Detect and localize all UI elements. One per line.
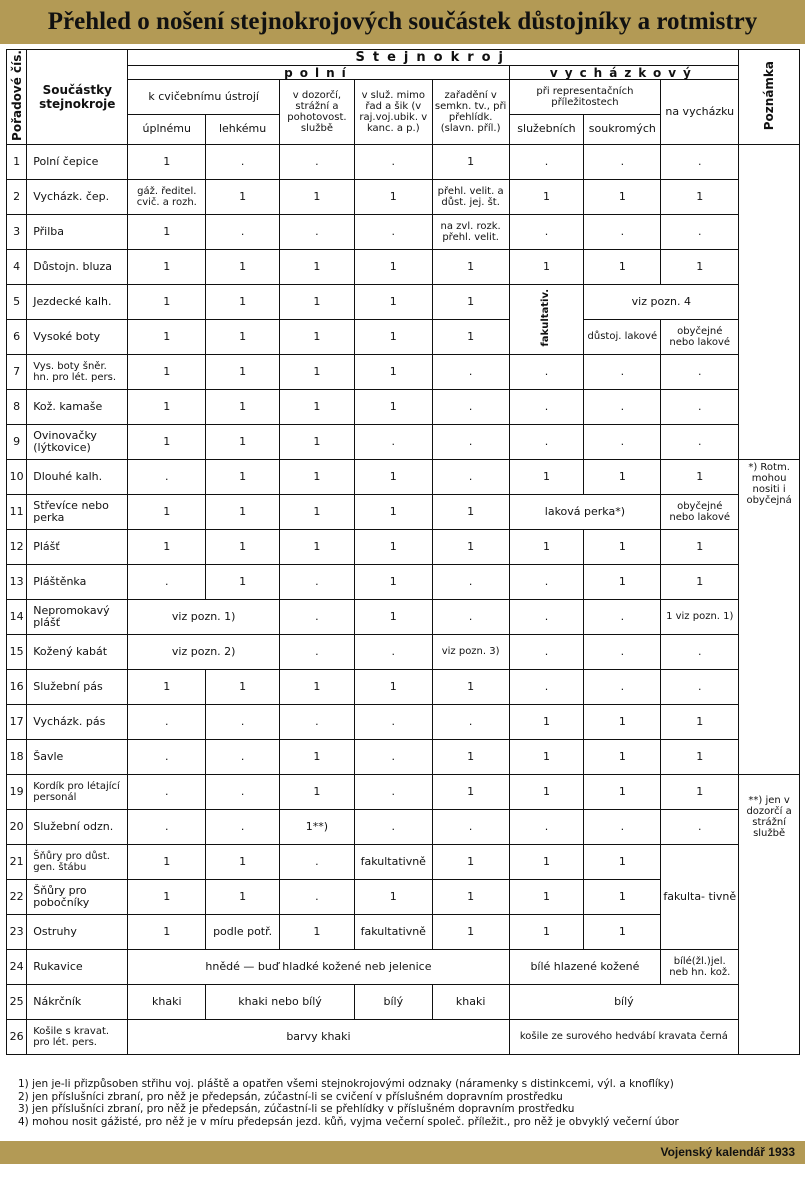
col-poznamka: Poznámka <box>739 50 800 145</box>
cell-vychazku: . <box>661 634 739 669</box>
cell-soukromych: 1 <box>584 914 661 949</box>
table-body <box>7 144 800 1054</box>
cell-lehkemu: 1 <box>206 284 280 319</box>
poznamka-note-1: *) Rotm. mohou nositi i obyčejná <box>739 459 800 774</box>
fakultativne-cell-21: fakultativně <box>354 844 432 879</box>
cell-lehkemu: 1 <box>206 529 280 564</box>
cell-zarazeni: 1 <box>432 249 509 284</box>
uniform-table <box>6 49 800 1055</box>
source-caption: Vojenský kalendář 1933 <box>660 1145 795 1159</box>
row-number: 14 <box>7 599 27 634</box>
cell-sluzebnich: 1 <box>509 844 584 879</box>
row-number: 26 <box>7 1019 27 1054</box>
row-number: 16 <box>7 669 27 704</box>
footnote-3: 3) jen příslušníci zbraní, pro něž je předepsán, zúčastní-li se přehlídky v příslušném dopravním prostředku <box>18 1103 575 1115</box>
kosile-vych-cell: košile ze surového hedvábí kravata černá <box>509 1019 739 1054</box>
table-row <box>7 529 800 564</box>
cell-zarazeni: khaki <box>432 984 509 1019</box>
cell-vychazku: 1 <box>661 704 739 739</box>
cell-lehkemu: podle potř. <box>206 914 280 949</box>
cell-zarazeni: 1 <box>432 739 509 774</box>
cell-sluz-mimo: 1 <box>354 599 432 634</box>
cell-sluzebnich: . <box>509 634 584 669</box>
table-row <box>7 144 800 179</box>
cell-soukromych: 1 <box>584 249 661 284</box>
cell-zarazeni: 1 <box>432 774 509 809</box>
cell-dozorci: 1 <box>280 914 355 949</box>
cell-dozorci: 1 <box>280 529 355 564</box>
lakova-perka-cell: laková perka*) <box>509 494 661 529</box>
table-row <box>7 179 800 214</box>
cell-zarazeni: přehl. velit. a důst. jej. št. <box>432 179 509 214</box>
cell-sluzebnich: . <box>509 809 584 844</box>
row-number: 15 <box>7 634 27 669</box>
cell-zarazeni: . <box>432 599 509 634</box>
row-number: 2 <box>7 179 27 214</box>
footer-bar <box>0 1141 805 1164</box>
row-number: 20 <box>7 809 27 844</box>
cell-uplnemu: 1 <box>128 354 206 389</box>
cell-dozorci: . <box>280 634 355 669</box>
cell-sluz-mimo: . <box>354 774 432 809</box>
cell-vychazku: . <box>661 144 739 179</box>
row-number: 25 <box>7 984 27 1019</box>
row-name: Košile s kravat. pro lét. pers. <box>27 1019 128 1054</box>
cell-soukromych: . <box>584 669 661 704</box>
cell-sluzebnich: 1 <box>509 914 584 949</box>
row-name: Důstojn. bluza <box>27 249 128 284</box>
header-uplnemu: úplnému <box>128 114 206 144</box>
header-lehkemu: lehkému <box>206 114 280 144</box>
cell-sluzebnich: . <box>509 424 584 459</box>
fakultativne-vych-cell: fakulta- tivně <box>661 844 739 949</box>
header-zarazeni: zařadění v semkn. tv., při přehlídk. (slavn. příl.) <box>432 80 509 145</box>
table-row <box>7 669 800 704</box>
cell-sluz-mimo: 1 <box>354 564 432 599</box>
table-row <box>7 249 800 284</box>
cell-sluzebnich: 1 <box>509 879 584 914</box>
cell-sluzebnich: 1 <box>509 179 584 214</box>
table-row <box>7 984 800 1019</box>
cell-zarazeni: . <box>432 704 509 739</box>
header-polni: polní <box>128 66 509 80</box>
cell-soukromych: 1 <box>584 879 661 914</box>
row-number: 18 <box>7 739 27 774</box>
cell-dozorci: . <box>280 144 355 179</box>
row-number: 9 <box>7 424 27 459</box>
row-name: Služební odzn. <box>27 809 128 844</box>
cell-vychazku: obyčejné nebo lakové <box>661 494 739 529</box>
row-name: Polní čepice <box>27 144 128 179</box>
row-number: 17 <box>7 704 27 739</box>
cell-sluz-mimo: 1 <box>354 319 432 354</box>
cell-lehkemu: 1 <box>206 354 280 389</box>
cell-uplnemu: . <box>128 809 206 844</box>
cell-soukromych: 1 <box>584 739 661 774</box>
cell-soukromych: . <box>584 809 661 844</box>
poznamka-cell-empty <box>739 144 800 459</box>
row-name: Šňůry pro pobočníky <box>27 879 128 914</box>
cell-soukromych: 1 <box>584 564 661 599</box>
cell-lehkemu: 1 <box>206 179 280 214</box>
cell-lehkemu: . <box>206 809 280 844</box>
cell-dozorci: 1 <box>280 669 355 704</box>
cell-sluzebnich: . <box>509 214 584 249</box>
cell-soukromych: 1 <box>584 529 661 564</box>
viz-pozn1-cell: viz pozn. 1) <box>128 599 280 634</box>
cell-soukromych: . <box>584 214 661 249</box>
row-number: 12 <box>7 529 27 564</box>
cell-sluzebnich: 1 <box>509 529 584 564</box>
cell-sluz-mimo: 1 <box>354 389 432 424</box>
cell-vychazku: 1 <box>661 249 739 284</box>
cell-dozorci: 1 <box>280 389 355 424</box>
page-title: Přehled o nošení stejnokrojových součástek důstojníky a rotmistry <box>0 0 805 44</box>
fakultativ-cell: fakultativ. <box>509 284 584 354</box>
row-number: 1 <box>7 144 27 179</box>
cell-uplnemu: . <box>128 774 206 809</box>
cell-lehkemu: 1 <box>206 319 280 354</box>
cell-dozorci: 1 <box>280 284 355 319</box>
uniform-table-wrapper <box>6 49 800 1055</box>
table-row <box>7 774 800 809</box>
cell-soukromych: 1 <box>584 774 661 809</box>
cell-uplnemu: 1 <box>128 284 206 319</box>
cell-sluz-mimo: bílý <box>354 984 432 1019</box>
nakrcnik-lehke-cell: khaki nebo bílý <box>206 984 355 1019</box>
header-stejnokroj: Stejnokroj <box>128 50 739 66</box>
cell-sluzebnich: . <box>509 564 584 599</box>
cell-sluz-mimo: 1 <box>354 459 432 494</box>
row-name: Dlouhé kalh. <box>27 459 128 494</box>
cell-sluz-mimo: 1 <box>354 879 432 914</box>
row-number: 6 <box>7 319 27 354</box>
header-vychazkovy: vycházkový <box>509 66 739 80</box>
row-name: Jezdecké kalh. <box>27 284 128 319</box>
cell-sluzebnich: . <box>509 669 584 704</box>
cell-sluzebnich: . <box>509 354 584 389</box>
cell-lehkemu: 1 <box>206 494 280 529</box>
cell-dozorci: 1 <box>280 319 355 354</box>
row-name: Nepromokavý plášť <box>27 599 128 634</box>
row-number: 8 <box>7 389 27 424</box>
fakultativne-cell-23: fakultativně <box>354 914 432 949</box>
row-name: Šavle <box>27 739 128 774</box>
cell-uplnemu: 1 <box>128 214 206 249</box>
cell-uplnemu: gáž. ředitel. cvič. a rozh. <box>128 179 206 214</box>
cell-dozorci: 1 <box>280 249 355 284</box>
cell-zarazeni: 1 <box>432 914 509 949</box>
row-number: 13 <box>7 564 27 599</box>
footnote-1: 1) jen je-li přizpůsoben střihu voj. pláště a opatřen všemi stejnokrojovými odznaky (náramenky s distinkcemi, výl. a knoflíky) <box>18 1078 674 1090</box>
cell-zarazeni: 1 <box>432 844 509 879</box>
cell-lehkemu: 1 <box>206 389 280 424</box>
cell-sluz-mimo: 1 <box>354 669 432 704</box>
cell-lehkemu: . <box>206 739 280 774</box>
cell-dozorci: 1**) <box>280 809 355 844</box>
cell-zarazeni: na zvl. rozk. přehl. velit. <box>432 214 509 249</box>
poznamka-note-2: **) jen v dozorčí a strážní službě <box>739 774 800 1054</box>
row-number: 19 <box>7 774 27 809</box>
cell-zarazeni: . <box>432 564 509 599</box>
cell-soukromych: . <box>584 389 661 424</box>
cell-uplnemu: 1 <box>128 494 206 529</box>
row-number: 10 <box>7 459 27 494</box>
cell-uplnemu: 1 <box>128 424 206 459</box>
row-name: Rukavice <box>27 949 128 984</box>
cell-vychazku: . <box>661 424 739 459</box>
row-name: Vycházk. čep. <box>27 179 128 214</box>
table-row <box>7 809 800 844</box>
table-row <box>7 214 800 249</box>
footnote-2: 2) jen příslušníci zbraní, pro něž je předepsán, zúčastní-li se cvičení v příslušném dopravním prostředku <box>18 1090 563 1103</box>
row-number: 5 <box>7 284 27 319</box>
cell-sluzebnich: 1 <box>509 739 584 774</box>
table-row <box>7 564 800 599</box>
row-name: Vysoké boty <box>27 319 128 354</box>
table-row <box>7 634 800 669</box>
cell-dozorci: 1 <box>280 739 355 774</box>
row-number: 4 <box>7 249 27 284</box>
cell-uplnemu: . <box>128 704 206 739</box>
cell-soukromych: . <box>584 634 661 669</box>
cell-zarazeni: 1 <box>432 284 509 319</box>
cell-uplnemu: 1 <box>128 389 206 424</box>
row-name: Nákrčník <box>27 984 128 1019</box>
cell-lehkemu: . <box>206 144 280 179</box>
cell-soukromych: . <box>584 599 661 634</box>
cell-lehkemu: . <box>206 704 280 739</box>
obycejne-nebo-lakove-cell: obyčejné nebo lakové <box>661 319 739 354</box>
rukavice-v-cell: bílé(žl.)jel. neb hn. kož. <box>661 949 739 984</box>
cell-dozorci: 1 <box>280 494 355 529</box>
cell-uplnemu: . <box>128 739 206 774</box>
cell-lehkemu: . <box>206 774 280 809</box>
row-name: Pláštěnka <box>27 564 128 599</box>
cell-uplnemu: 1 <box>128 669 206 704</box>
cell-vychazku: . <box>661 809 739 844</box>
cell-vychazku: . <box>661 354 739 389</box>
viz-pozn4-cell: viz pozn. 4 <box>584 284 739 319</box>
cell-sluzebnich: . <box>509 389 584 424</box>
cell-zarazeni: 1 <box>432 529 509 564</box>
header-sluzebnich: služebních <box>509 114 584 144</box>
table-row <box>7 599 800 634</box>
cell-vychazku: . <box>661 669 739 704</box>
row-name: Kordík pro létající personál <box>27 774 128 809</box>
cell-dozorci: . <box>280 879 355 914</box>
cell-dozorci: 1 <box>280 459 355 494</box>
cell-dozorci: 1 <box>280 424 355 459</box>
cell-sluzebnich: 1 <box>509 774 584 809</box>
row-name: Přilba <box>27 214 128 249</box>
cell-dozorci: . <box>280 704 355 739</box>
header-pri-repr: při representačních příležitostech <box>509 80 661 115</box>
cell-soukromych: . <box>584 354 661 389</box>
col-poradove: Pořadové čís. <box>7 50 27 145</box>
header-k-cvicebnimu: k cvičebnímu ústrojí <box>128 80 280 115</box>
row-name: Plášť <box>27 529 128 564</box>
cell-uplnemu: 1 <box>128 249 206 284</box>
cell-vychazku: 1 viz pozn. 1) <box>661 599 739 634</box>
col-soucastky: Součástky stejnokroje <box>27 50 128 145</box>
cell-uplnemu: 1 <box>128 529 206 564</box>
cell-sluz-mimo: . <box>354 704 432 739</box>
document-sheet <box>0 44 805 1180</box>
cell-zarazeni: . <box>432 354 509 389</box>
table-row <box>7 389 800 424</box>
cell-sluz-mimo: . <box>354 809 432 844</box>
cell-soukromych: . <box>584 144 661 179</box>
cell-vychazku: 1 <box>661 179 739 214</box>
cell-sluz-mimo: 1 <box>354 529 432 564</box>
row-number: 3 <box>7 214 27 249</box>
header-soukromych: soukromých <box>584 114 661 144</box>
row-name: Ostruhy <box>27 914 128 949</box>
cell-vychazku: 1 <box>661 529 739 564</box>
cell-sluz-mimo: 1 <box>354 354 432 389</box>
rukavice-sl-cell: bílé hlazené kožené <box>509 949 661 984</box>
cell-dozorci: . <box>280 564 355 599</box>
row-number: 23 <box>7 914 27 949</box>
table-row <box>7 704 800 739</box>
cell-uplnemu: 1 <box>128 319 206 354</box>
cell-zarazeni: 1 <box>432 494 509 529</box>
cell-soukromych: 1 <box>584 179 661 214</box>
table-row <box>7 354 800 389</box>
cell-vychazku: 1 <box>661 459 739 494</box>
table-row <box>7 739 800 774</box>
row-name: Kožený kabát <box>27 634 128 669</box>
cell-dozorci: 1 <box>280 354 355 389</box>
cell-sluz-mimo: 1 <box>354 249 432 284</box>
cell-lehkemu: 1 <box>206 424 280 459</box>
kosile-polni-cell: barvy khaki <box>128 1019 509 1054</box>
cell-zarazeni: . <box>432 459 509 494</box>
cell-dozorci: . <box>280 214 355 249</box>
nakrcnik-vych-cell: bílý <box>509 984 739 1019</box>
cell-sluz-mimo: . <box>354 739 432 774</box>
row-name: Kož. kamaše <box>27 389 128 424</box>
dustoj-lakove-cell: důstoj. lakové <box>584 319 661 354</box>
row-name: Služební pás <box>27 669 128 704</box>
cell-uplnemu: . <box>128 564 206 599</box>
cell-vychazku: 1 <box>661 774 739 809</box>
cell-sluzebnich: . <box>509 599 584 634</box>
footnotes <box>18 1078 798 1128</box>
header-na-vychazku: na vycházku <box>661 80 739 145</box>
row-name: Šňůry pro důst. gen. štábu <box>27 844 128 879</box>
row-number: 7 <box>7 354 27 389</box>
table-row <box>7 1019 800 1054</box>
cell-uplnemu: khaki <box>128 984 206 1019</box>
cell-sluz-mimo: . <box>354 214 432 249</box>
cell-zarazeni: 1 <box>432 669 509 704</box>
row-name: Vys. boty šněr. hn. pro lét. pers. <box>27 354 128 389</box>
row-number: 21 <box>7 844 27 879</box>
cell-sluz-mimo: 1 <box>354 179 432 214</box>
cell-soukromych: 1 <box>584 704 661 739</box>
cell-zarazeni: 1 <box>432 879 509 914</box>
cell-zarazeni: . <box>432 389 509 424</box>
cell-lehkemu: 1 <box>206 879 280 914</box>
row-number: 24 <box>7 949 27 984</box>
cell-lehkemu: . <box>206 214 280 249</box>
cell-dozorci: . <box>280 844 355 879</box>
cell-sluz-mimo: . <box>354 634 432 669</box>
cell-zarazeni: viz pozn. 3) <box>432 634 509 669</box>
cell-vychazku: 1 <box>661 739 739 774</box>
row-name: Vycházk. pás <box>27 704 128 739</box>
table-row <box>7 844 800 879</box>
rukavice-polni-cell: hnědé — buď hladké kožené neb jelenice <box>128 949 509 984</box>
cell-lehkemu: 1 <box>206 564 280 599</box>
header-dozorci: v dozorčí, strážní a pohotovost. službě <box>280 80 355 145</box>
cell-sluzebnich: 1 <box>509 249 584 284</box>
cell-dozorci: 1 <box>280 179 355 214</box>
cell-sluz-mimo: 1 <box>354 284 432 319</box>
cell-uplnemu: 1 <box>128 844 206 879</box>
cell-zarazeni: 1 <box>432 319 509 354</box>
cell-sluz-mimo: . <box>354 424 432 459</box>
cell-zarazeni: . <box>432 424 509 459</box>
cell-sluzebnich: . <box>509 144 584 179</box>
table-row <box>7 494 800 529</box>
cell-soukromych: 1 <box>584 844 661 879</box>
table-row <box>7 284 800 319</box>
cell-vychazku: . <box>661 214 739 249</box>
row-name: Střevíce nebo perka <box>27 494 128 529</box>
header-sluz-mimo: v služ. mimo řad a šik (v raj.voj.ubik. v kanc. a p.) <box>354 80 432 145</box>
footnote-4: 4) mohou nosit gážisté, pro něž je v míru předepsán jezd. kůň, vyjma večerní společ. příležit., pro něž je obvyklý večerní úbor <box>18 1115 679 1128</box>
viz-pozn2-cell: viz pozn. 2) <box>128 634 280 669</box>
cell-sluzebnich: 1 <box>509 459 584 494</box>
cell-soukromych: . <box>584 424 661 459</box>
table-row <box>7 459 800 494</box>
cell-vychazku: 1 <box>661 564 739 599</box>
cell-lehkemu: 1 <box>206 669 280 704</box>
row-number: 11 <box>7 494 27 529</box>
cell-zarazeni: . <box>432 809 509 844</box>
cell-zarazeni: 1 <box>432 144 509 179</box>
row-name: Ovinovačky (lýtkovice) <box>27 424 128 459</box>
table-row <box>7 319 800 354</box>
cell-uplnemu: . <box>128 459 206 494</box>
cell-uplnemu: 1 <box>128 914 206 949</box>
cell-dozorci: 1 <box>280 774 355 809</box>
cell-sluzebnich: 1 <box>509 704 584 739</box>
cell-sluz-mimo: . <box>354 144 432 179</box>
table-row <box>7 949 800 984</box>
cell-vychazku: . <box>661 389 739 424</box>
table-row <box>7 424 800 459</box>
cell-uplnemu: 1 <box>128 879 206 914</box>
cell-dozorci: . <box>280 599 355 634</box>
cell-lehkemu: 1 <box>206 249 280 284</box>
cell-lehkemu: 1 <box>206 844 280 879</box>
cell-lehkemu: 1 <box>206 459 280 494</box>
row-number: 22 <box>7 879 27 914</box>
cell-uplnemu: 1 <box>128 144 206 179</box>
cell-sluz-mimo: 1 <box>354 494 432 529</box>
cell-soukromych: 1 <box>584 459 661 494</box>
